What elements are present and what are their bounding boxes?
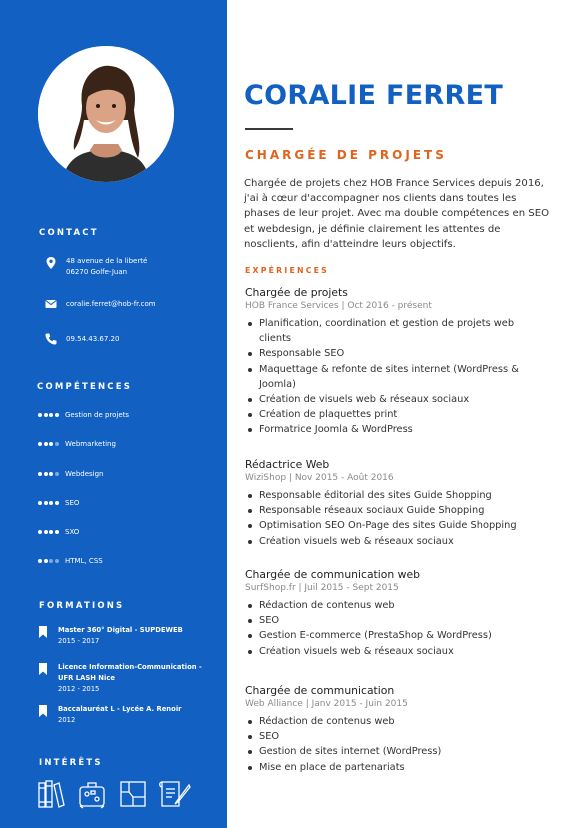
experience-title: Chargée de communication [245,684,395,697]
formation-title: Master 360° Digital - SUPDEWEB [58,626,183,634]
experience-heading: EXPÉRIENCES [245,266,329,275]
contact-title: CONTACT [39,228,99,238]
profile-summary: Chargée de projets chez HOB France Services depuis 2016, j'ai à cœur d'accompagner nos clients dans toutes les phases de leur projet. Avec ma double compétences en SEO et webdesign, je définie clairement les attentes de nosclients, afin d'atteindre leurs objectifs. [244,178,550,250]
bookmark-icon [38,626,48,638]
skill-level-dot [49,413,53,417]
skill-item [38,411,129,419]
formation-item [38,704,182,726]
skill-item [38,557,103,565]
map-icon [119,779,147,809]
experience-item [245,457,565,549]
experience-title: Chargée de communication web [245,568,421,581]
bookmark-icon [38,705,48,717]
formation-title: Licence Information-Communication - [58,663,202,671]
task-item: Joomla) [259,378,296,390]
skill-name: HTML, CSS [65,557,103,565]
task-item: Création de visuels web & réseaux sociaux [245,392,565,407]
task-item: Gestion E-commerce (PrestaShop & WordPress) [245,628,565,643]
contact-email[interactable] [44,297,156,311]
skill-level-dots [38,442,62,446]
experience-meta: HOB France Services | Oct 2016 - présent [245,301,432,311]
task-item: Formatrice Joomla & WordPress [245,422,565,437]
formation-years: 2012 [58,716,76,724]
skill-level-dot [49,472,53,476]
sidebar [0,0,227,828]
skill-item [38,470,103,478]
skill-level-dots [38,501,62,505]
envelope-icon [44,297,58,311]
formation-title: Baccalauréat L - Lycée A. Renoir [58,705,182,713]
name-divider [245,128,293,130]
skill-name: SXO [65,528,80,536]
task-item: Optimisation SEO On-Page des sites Guide Shopping [245,518,565,533]
writing-icon [159,779,191,809]
skill-level-dot [44,472,48,476]
task-item: Rédaction de contenus web [245,714,565,729]
experience-title: Rédactrice Web [245,458,330,471]
skill-level-dot [38,472,42,476]
skill-level-dot [44,559,48,563]
travel-suitcase-icon [77,779,107,809]
skill-level-dot [44,501,48,505]
phone-number[interactable]: 09.54.43.67.20 [66,335,120,343]
skill-level-dot [55,413,59,417]
experience-meta: Web Alliance | Janv 2015 - Juin 2015 [245,699,408,709]
task-item: Création visuels web & réseaux sociaux [245,534,565,549]
interests-icons [37,779,203,809]
skill-level-dot [38,501,42,505]
address-line2: 06270 Golfe-Juan [66,267,128,276]
experience-tasks [245,598,565,659]
formation-item [38,662,202,695]
formations-title: FORMATIONS [39,601,125,611]
experience-tasks [245,714,565,775]
task-item: Responsable réseaux sociaux Guide Shopping [245,503,565,518]
skill-level-dots [38,413,62,417]
skill-item [38,440,116,448]
address-line1: 48 avenue de la liberté [66,257,148,265]
task-item: Gestion de sites internet (WordPress) [245,744,565,759]
candidate-name: CORALIE FERRET [244,80,504,111]
skill-level-dots [38,472,62,476]
experience-tasks [245,316,565,438]
task-item: Responsable éditorial des sites Guide Shopping [245,488,565,503]
skill-name: SEO [65,499,80,507]
skill-level-dot [49,442,53,446]
experience-title: Chargée de projets [245,286,348,299]
skill-level-dot [38,413,42,417]
skill-level-dots [38,530,62,534]
skill-level-dot [49,559,53,563]
formation-title-line2: UFR LASH Nice [58,674,115,682]
skill-level-dot [49,530,53,534]
job-title: CHARGÉE DE PROJETS [245,148,447,162]
contact-address [44,256,147,277]
experience-meta: WiziShop | Nov 2015 - Août 2016 [245,473,394,483]
skill-level-dot [55,501,59,505]
portrait-illustration [38,46,174,182]
skill-name: Webdesign [65,470,104,478]
task-item: Maquettage & refonte de sites internet (WordPress & [245,362,565,377]
formation-item [38,625,183,647]
skill-level-dot [38,442,42,446]
task-item: Création de plaquettes print [245,407,565,422]
formation-years: 2012 - 2015 [58,685,100,693]
experience-meta: SurfShop.fr | Juil 2015 - Sept 2015 [245,583,399,593]
task-item: SEO [245,613,565,628]
email-link[interactable]: coralie.ferret@hob-fr.com [66,300,156,308]
skill-level-dot [55,472,59,476]
skill-item [38,528,79,536]
skill-level-dots [38,559,62,563]
task-item: Rédaction de contenus web [245,598,565,613]
skill-level-dot [44,442,48,446]
location-pin-icon [44,256,58,270]
experience-item [245,567,565,659]
skill-level-dot [55,530,59,534]
experience-item [245,285,565,438]
skill-level-dot [55,559,59,563]
bookmark-icon [38,663,48,675]
skill-level-dot [38,530,42,534]
skill-level-dot [44,530,48,534]
profile-photo [38,46,174,182]
experience-tasks [245,488,565,549]
task-item: Création visuels web & réseaux sociaux [245,644,565,659]
task-item: Planification, coordination et gestion de projets web [245,316,565,331]
skills-title: COMPÉTENCES [37,382,133,392]
skill-item [38,499,79,507]
skill-level-dot [38,559,42,563]
skill-level-dot [55,442,59,446]
task-item: Responsable SEO [245,346,565,361]
task-item: clients [259,333,292,345]
skill-level-dot [44,413,48,417]
contact-phone[interactable] [44,332,119,346]
formation-years: 2015 - 2017 [58,637,100,645]
books-icon [37,779,65,809]
experience-item [245,683,565,775]
task-item: Mise en place de partenariats [245,760,565,775]
interests-title: INTÉRÊTS [39,758,103,768]
skill-name: Gestion de projets [65,411,130,419]
phone-icon [44,332,58,346]
skill-name: Webmarketing [65,440,116,448]
task-item: SEO [245,729,565,744]
skill-level-dot [49,501,53,505]
